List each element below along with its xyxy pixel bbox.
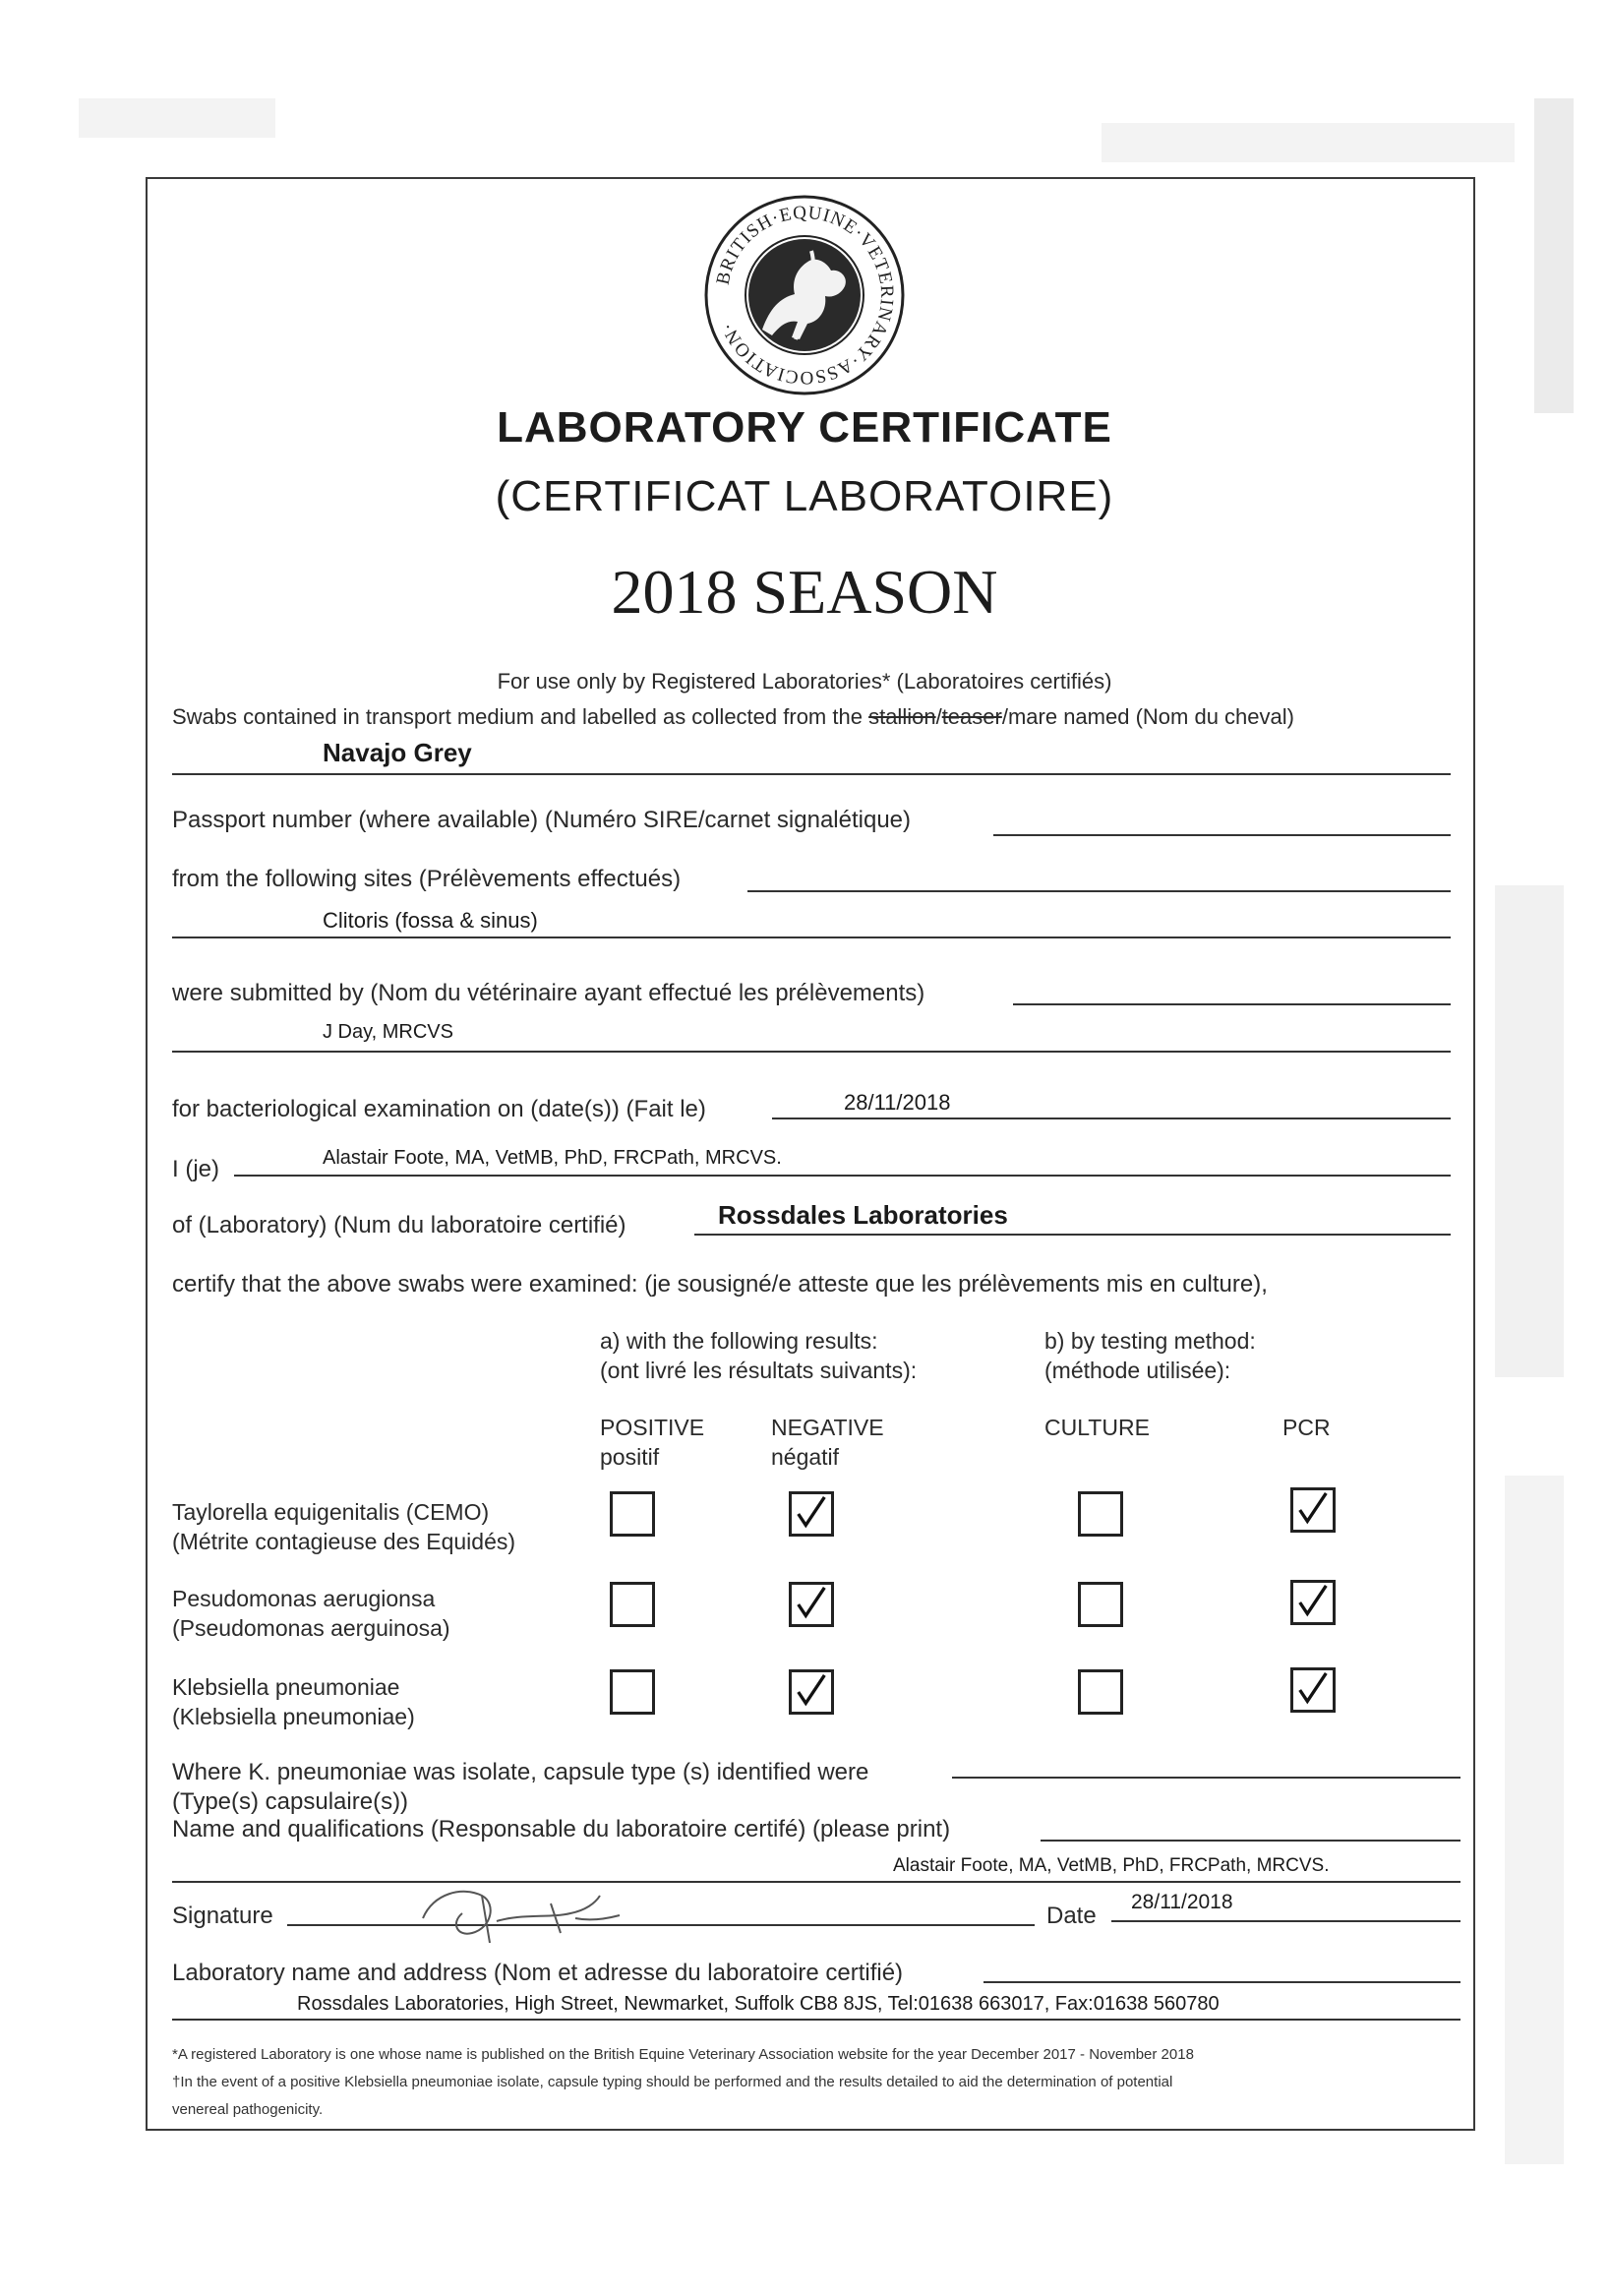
certify-statement: certify that the above swabs were examined: (je sousigné/e atteste que les prélèvements mis en culture), — [172, 1271, 1268, 1298]
address-line-1 — [983, 1981, 1460, 1983]
swabs-label-end: /mare named (Nom du cheval) — [1001, 704, 1294, 729]
negative-checkbox[interactable] — [789, 1582, 834, 1627]
certificate-title: LABORATORY CERTIFICATE — [497, 403, 1112, 452]
laboratory-value: Rossdales Laboratories — [718, 1200, 1008, 1230]
col-positive: POSITIVE — [600, 1415, 705, 1440]
sites-value: Clitoris (fossa & sinus) — [323, 908, 538, 933]
scan-noise — [1534, 98, 1574, 413]
svg-text:BRITISH·EQUINE·VETERINARY·ASSO: BRITISH·EQUINE·VETERINARY·ASSOCIATION· — [712, 202, 898, 389]
struck-teaser: teaser — [941, 704, 1002, 729]
scan-noise — [79, 98, 275, 138]
checkmark-icon — [793, 1495, 830, 1533]
capsule-line — [952, 1777, 1460, 1779]
passport-line — [993, 834, 1451, 836]
horse-name-value: Navajo Grey — [323, 738, 472, 767]
results-heading-fr: (ont livré les résultats suivants): — [600, 1358, 918, 1383]
address-label: Laboratory name and address (Nom et adresse du laboratoire certifié) — [172, 1960, 904, 1986]
organism-name: Klebsiella pneumoniae — [172, 1674, 400, 1700]
submitted-line-2 — [172, 1051, 1451, 1053]
footnote-registered: *A registered Laboratory is one whose name is published on the British Equine Veterinary Association website for the year December 2017 - November 2018 — [172, 2046, 1194, 2063]
col-negative: NEGATIVE — [771, 1415, 884, 1440]
signature-label: Signature — [172, 1903, 273, 1929]
col-pcr: PCR — [1282, 1415, 1331, 1440]
signature-line — [287, 1924, 1035, 1926]
address-line-2 — [172, 2019, 1460, 2021]
signoff-name-line-2 — [172, 1881, 1460, 1883]
beva-seal-logo — [701, 192, 908, 398]
pcr-checkbox[interactable] — [1290, 1667, 1336, 1713]
season-heading: 2018 SEASON — [611, 557, 998, 627]
exam-date-value: 28/11/2018 — [844, 1090, 951, 1115]
checkmark-icon — [1294, 1584, 1332, 1621]
submitted-line-1 — [1013, 1003, 1451, 1005]
laboratory-line — [694, 1234, 1451, 1236]
sites-line-1 — [747, 890, 1451, 892]
method-heading-fr: (méthode utilisée): — [1044, 1358, 1231, 1383]
scan-noise — [1495, 885, 1564, 1377]
negative-checkbox[interactable] — [789, 1669, 834, 1715]
checkmark-icon — [1294, 1671, 1332, 1709]
je-label: I (je) — [172, 1156, 219, 1182]
swabs-label-text: Swabs contained in transport medium and labelled as collected from — [172, 704, 833, 729]
sites-label: from the following sites (Prélèvements effectués) — [172, 866, 682, 892]
checkmark-icon — [793, 1673, 830, 1711]
date-value: 28/11/2018 — [1131, 1891, 1233, 1913]
capsule-label: Where K. pneumoniae was isolate, capsule type (s) identified were — [172, 1759, 869, 1785]
organism-name-fr: (Pseudomonas aerguinosa) — [172, 1615, 450, 1641]
pcr-checkbox[interactable] — [1290, 1580, 1336, 1625]
date-label: Date — [1046, 1903, 1097, 1929]
footnote-klebsiella-cont: venereal pathogenicity. — [172, 2101, 324, 2118]
culture-checkbox[interactable] — [1078, 1491, 1123, 1537]
je-value: Alastair Foote, MA, VetMB, PhD, FRCPath, MRCVS. — [323, 1147, 782, 1169]
organism-name-fr: (Klebsiella pneumoniae) — [172, 1704, 415, 1729]
swabs-label-the: the — [832, 704, 869, 729]
capsule-label-fr: (Type(s) capsulaire(s)) — [172, 1788, 409, 1815]
col-positive-fr: positif — [600, 1444, 660, 1470]
organism-name-fr: (Métrite contagieuse des Equidés) — [172, 1529, 516, 1554]
date-line — [1111, 1920, 1460, 1922]
method-heading: b) by testing method: — [1044, 1328, 1256, 1354]
swabs-label — [172, 704, 1294, 730]
scan-noise — [1505, 1476, 1564, 2164]
horse-name-line — [172, 773, 1451, 775]
je-line — [234, 1175, 1451, 1177]
organism-name: Taylorella equigenitalis (CEMO) — [172, 1499, 490, 1525]
scan-noise — [1102, 123, 1515, 162]
address-value: Rossdales Laboratories, High Street, Newmarket, Suffolk CB8 8JS, Tel:01638 663017, Fax:01638 560780 — [297, 1993, 1220, 2015]
submitted-value: J Day, MRCVS — [323, 1021, 453, 1043]
positive-checkbox[interactable] — [610, 1582, 655, 1627]
positive-checkbox[interactable] — [610, 1669, 655, 1715]
exam-date-label: for bacteriological examination on (date(s)) (Fait le) — [172, 1096, 706, 1122]
handwritten-signature — [403, 1874, 629, 1953]
sites-line-2 — [172, 937, 1451, 938]
registered-labs-note: For use only by Registered Laboratories* (Laboratoires certifiés) — [497, 669, 1112, 694]
signoff-name-line-1 — [1041, 1840, 1460, 1842]
passport-label: Passport number (where available) (Numéro SIRE/carnet signalétique) — [172, 807, 912, 833]
checkmark-icon — [793, 1586, 830, 1623]
slash: / — [935, 704, 942, 729]
laboratory-label: of (Laboratory) (Num du laboratoire certifié) — [172, 1212, 626, 1239]
col-culture: CULTURE — [1044, 1415, 1150, 1440]
col-negative-fr: négatif — [771, 1444, 840, 1470]
certificate-title-fr: (CERTIFICAT LABORATOIRE) — [495, 472, 1114, 520]
positive-checkbox[interactable] — [610, 1491, 655, 1537]
submitted-label: were submitted by (Nom du vétérinaire ayant effectué les prélèvements) — [172, 980, 925, 1006]
exam-date-line — [772, 1118, 1451, 1119]
struck-stallion: stallion — [868, 704, 936, 729]
checkmark-icon — [1294, 1491, 1332, 1529]
signoff-name-label: Name and qualifications (Responsable du laboratoire certifé) (please print) — [172, 1816, 951, 1843]
negative-checkbox[interactable] — [789, 1491, 834, 1537]
organism-name: Pesudomonas aerugionsa — [172, 1586, 436, 1611]
culture-checkbox[interactable] — [1078, 1582, 1123, 1627]
footnote-klebsiella: †In the event of a positive Klebsiella pneumoniae isolate, capsule typing should be performed and the results detailed to aid the determination of potential — [172, 2074, 1173, 2090]
results-heading: a) with the following results: — [600, 1328, 878, 1354]
signoff-name-value: Alastair Foote, MA, VetMB, PhD, FRCPath, MRCVS. — [893, 1855, 1330, 1876]
culture-checkbox[interactable] — [1078, 1669, 1123, 1715]
pcr-checkbox[interactable] — [1290, 1487, 1336, 1533]
